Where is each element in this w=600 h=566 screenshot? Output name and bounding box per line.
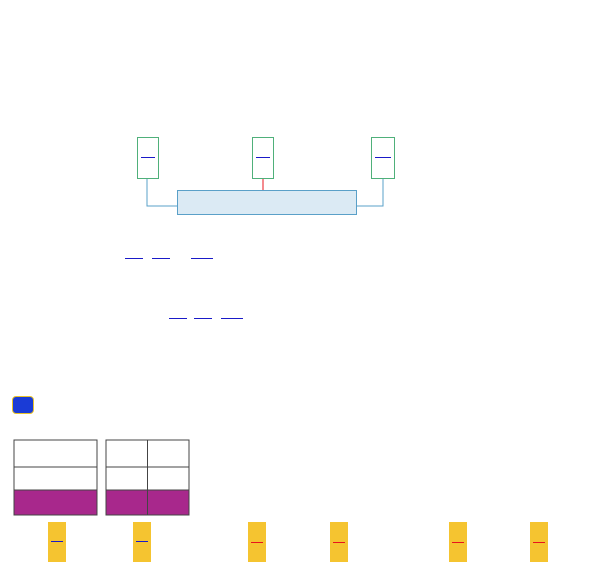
- fraction-box-eighths: [252, 137, 274, 179]
- numerator: [136, 522, 148, 542]
- answer-box-3-right[interactable]: [530, 522, 548, 562]
- numerator: [251, 522, 263, 543]
- denominator: [191, 259, 213, 277]
- numerator: [533, 522, 545, 543]
- denominator: [169, 319, 187, 337]
- numerator: [191, 240, 213, 259]
- denominator: [372, 158, 394, 177]
- denominator: [449, 543, 467, 562]
- denominator: [48, 542, 66, 561]
- numerator: [51, 522, 63, 542]
- sentence1-fraction-3: [191, 240, 213, 277]
- sentence2-fraction-2: [194, 300, 212, 337]
- exercise-header: [8, 396, 38, 418]
- numerator: [333, 522, 345, 543]
- sentence2-fraction-1: [169, 300, 187, 337]
- answer-box-1-right[interactable]: [133, 522, 151, 562]
- sentence2-fraction-3: [221, 300, 243, 337]
- exercise-rect-thirds: [14, 440, 97, 515]
- fraction-box-quarter: [137, 137, 159, 179]
- answer-box-1-left[interactable]: [48, 522, 66, 562]
- answer-box-3-left[interactable]: [449, 522, 467, 562]
- sentence1-fraction-2: [152, 240, 170, 277]
- denominator: [221, 319, 243, 337]
- numerator: [152, 240, 170, 259]
- fraction-box-twelfths: [371, 137, 395, 179]
- numerator: [375, 138, 391, 158]
- sentence1-fraction-1: [125, 240, 143, 277]
- exercise-rect-sixths: [106, 440, 189, 515]
- numerator: [256, 138, 270, 158]
- numerator: [141, 138, 155, 158]
- denominator: [133, 542, 151, 561]
- answer-box-2-left[interactable]: [248, 522, 266, 562]
- denominator: [152, 259, 170, 277]
- denominator: [125, 259, 143, 277]
- numerator: [125, 240, 143, 259]
- denominator: [530, 543, 548, 562]
- numerator: [221, 300, 243, 319]
- exercise-number-badge: [12, 396, 34, 414]
- equivalent-fractions-label: [177, 190, 357, 215]
- denominator: [248, 543, 266, 562]
- answer-box-2-right[interactable]: [330, 522, 348, 562]
- numerator: [169, 300, 187, 319]
- numerator: [194, 300, 212, 319]
- numerator: [452, 522, 464, 543]
- denominator: [330, 543, 348, 562]
- denominator: [194, 319, 212, 337]
- denominator: [138, 158, 158, 177]
- denominator: [253, 158, 273, 177]
